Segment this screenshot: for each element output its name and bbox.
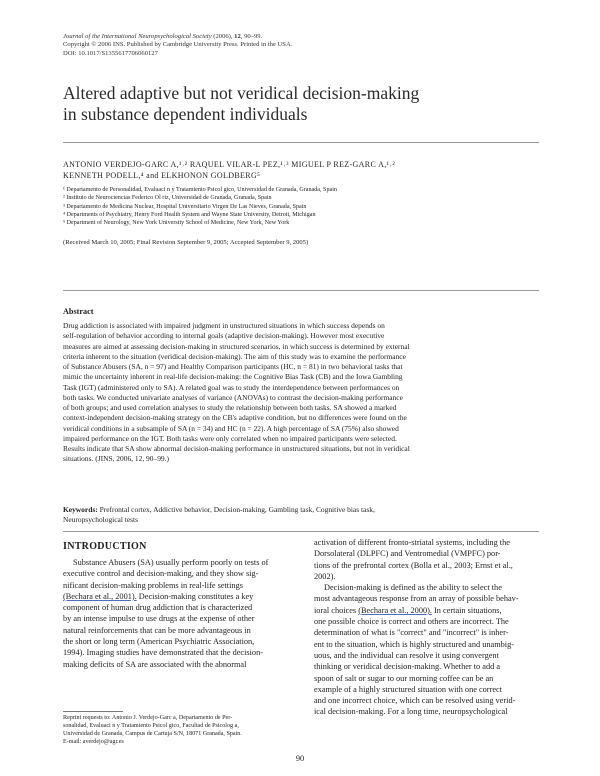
abstract-line: veridical conditions in a subsample of SA (n = 34) and HC (n = 22). A high percentage of SA (75%) also showed	[63, 423, 399, 433]
body-line: tions of the prefrontal cortex (Bolla et al., 2003; Ernst et al.,	[314, 560, 513, 570]
abstract-line: of both groups; and used correlation analyses to study the relationship between both tasks. SA showed a marked	[63, 403, 397, 412]
affiliation: ¹ Departamento de Personalidad, Evaluaci n y Tratamiento Psicol gico, Universidad de Granada, Granada, Spain	[63, 187, 337, 193]
abstract-line: both tasks. We conducted univariate analyses of variance (ANOVAs) to contrast the decision-making performance	[63, 392, 403, 402]
title-line-2: in substance dependent individuals	[63, 104, 308, 124]
journal-volume: 12	[234, 33, 241, 40]
keywords	[63, 505, 543, 526]
abstract-body	[63, 321, 543, 465]
body-line: nificant decision-making problems in real-life settings	[63, 580, 243, 590]
body-line: 2002).	[314, 571, 336, 581]
body-line: Decision-making is defined as the ability to select the	[324, 583, 502, 593]
body-line: uous, and the individual can resolve it using convergent	[314, 650, 499, 660]
body-line: spoon of salt or sugar to our morning coffee can be an	[314, 673, 494, 683]
affiliation: ⁴ Departments of Psychiatry, Henry Ford Health System and Wayne State University, Detroit, Michigan	[63, 211, 316, 218]
intro-left-column	[63, 557, 296, 670]
intro-right-column	[314, 537, 547, 718]
abstract-line: impaired performance on the IGT. Both tasks were only correlated when no impaired participants were selected.	[63, 433, 397, 443]
abstract-line: mimic the uncertainty inherent in real-life decision-making: the Cognitive Bias Task (CB) and the Iowa Gambling	[63, 372, 403, 382]
title-rule	[63, 142, 539, 143]
citation-link[interactable]: (Bechara et al., 2000).	[358, 605, 432, 615]
body-line: Dorsolateral (DLPFC) and Ventromedial (VMPFC) por-	[314, 549, 501, 559]
body-line: making deficits of SA are associated with the abnormal	[63, 659, 247, 669]
abstract-heading: Abstract	[63, 307, 94, 316]
author-list	[63, 159, 543, 181]
body-line: executive control and decision-making, and they show sig-	[63, 569, 259, 579]
reprint-footnote	[63, 714, 303, 746]
title-line-1: Altered adaptive but not veridical decision-making	[63, 83, 420, 103]
body-line: ical decision-making. For a long time, neuropsychological	[314, 707, 508, 717]
footnote-line: Reprint requests to: Antonio J. Verdejo-Garc a, Departamento de Per-	[63, 715, 233, 721]
body-line	[314, 605, 547, 616]
abstract-line: Drug addiction is associated with impaired judgment in unstructured situations in which success depends on	[63, 321, 385, 330]
paper-title	[63, 83, 533, 125]
keywords-line-2: Neuropsychological tests	[63, 515, 138, 525]
affiliations	[63, 186, 543, 227]
abstract-line: context-independent decision-making strategy on the CB's adaptive condition, but no differences were found on the	[63, 413, 407, 423]
abstract-line: Task (IGT) (administered only to SA). A related goal was to study the interdependence between performances on	[63, 382, 400, 392]
abstract-line: measures are aimed at assessing decision-making in structured scenarios, in which success is determined by external	[63, 341, 410, 351]
page-number: 90	[295, 754, 305, 763]
footnote-line: Universidad de Granada, Campus de Cartuja S/N, 18071 Granada, Spain.	[63, 731, 242, 738]
copyright-line: Copyright © 2006 INS. Published by Cambridge University Press. Printed in the USA.	[63, 41, 293, 49]
abstract-line: self-regulation of behavior according to internal goals (adaptive decision-making). However most executive	[63, 331, 385, 341]
abstract-line: situations. (JINS, 2006, 12, 90–99.)	[63, 454, 169, 464]
authors-line-2: KENNETH PODELL,⁴ and ELKHONON GOLDBERG⁵	[63, 171, 261, 180]
abstract-line: criteria inherent to the situation (veridical decision-making). The aim of this study was to examine the performance	[63, 351, 406, 361]
body-line: 1994). Imaging studies have demonstrated that the decision-	[63, 648, 263, 658]
footnote-line: sonalidad, Evaluaci n y Tratamiento Psicol gico, Facultad de Psicolog a,	[63, 723, 239, 730]
affiliation: ³ Departamento de Medicina Nuclear, Hospital Universitario Virgen De Las Nieves, Granada, Spain	[63, 203, 307, 210]
body-text: ioral choices	[314, 605, 359, 615]
journal-year: (2006),	[211, 33, 235, 40]
journal-pages: , 90–99.	[240, 33, 263, 40]
affiliation: ² Instituto de Neurociencias Federico Ol riz, Universidad de Granada, Granada, Spain	[63, 195, 272, 202]
keywords-bottom-rule	[63, 531, 539, 532]
body-line: and one incorrect choice, which can be resolved using verid-	[314, 696, 516, 706]
body-line	[63, 591, 296, 602]
body-line: component of human drug addiction that is characterized	[63, 603, 253, 613]
keywords-line-1: Prefrontal cortex, Addictive behavior, Decision-making, Gambling task, Cognitive bias task,	[97, 505, 375, 514]
citation-link[interactable]: (Bechara et al., 2001).	[63, 591, 137, 601]
abstract-line: of Substance Abusers (SA, n = 97) and Healthy Comparison participants (HC, n = 81) in two behavioral tasks that	[63, 362, 403, 371]
body-line: activation of different fronto-striatal systems, including the	[314, 538, 510, 547]
body-line: determination of what is "correct" and "incorrect" is inher-	[314, 628, 509, 638]
body-line: Substance Abusers (SA) usually perform poorly on tests of	[73, 558, 269, 567]
body-line: ent to the situation, which is highly structured and unambig-	[314, 639, 515, 649]
body-line: by an intense impulse to use drugs at the expense of other	[63, 614, 255, 624]
body-line: thinking or veridical decision-making. Whether to add a	[314, 662, 501, 672]
journal-header	[63, 33, 543, 58]
affiliation: ⁵ Department of Neurology, New York University School of Medicine, New York, New York	[63, 220, 290, 227]
authors-line-1: ANTONIO VERDEJO-GARC A,¹˒² RAQUEL VILAR-L PEZ,¹˒³ MIGUEL P REZ-GARC A,¹˒²	[63, 160, 396, 169]
body-text: In certain situations,	[431, 605, 502, 615]
doi-line: DOI: 10.1017/S1355617706060127	[63, 49, 158, 57]
keywords-label: Keywords:	[63, 505, 98, 514]
journal-name: Journal of the International Neuropsychological Society	[63, 33, 212, 40]
body-line: example of a highly structured situation with one correct	[314, 684, 503, 694]
introduction-heading: INTRODUCTION	[63, 541, 147, 552]
body-line: natural reinforcements that can be more advantageous in	[63, 625, 251, 635]
abstract-line: Results indicate that SA show abnormal decision-making performance in unstructured situations, but not in veridical	[63, 444, 410, 453]
body-line: the short or long term (American Psychiatric Association,	[63, 637, 255, 647]
abstract-top-rule	[63, 290, 539, 291]
footnote-rule	[63, 711, 123, 712]
received-dates: (Received March 10, 2005; Final Revision September 9, 2005; Accepted September 9, 2005)	[63, 239, 309, 246]
body-line: most advantageous response from an array of possible behav-	[314, 594, 519, 604]
body-line: one possible choice is correct and others are incorrect. The	[314, 617, 509, 627]
body-text: Decision-making constitutes a key	[136, 591, 254, 601]
footnote-line: E-mail: averdejo@ugr.es	[63, 739, 124, 746]
